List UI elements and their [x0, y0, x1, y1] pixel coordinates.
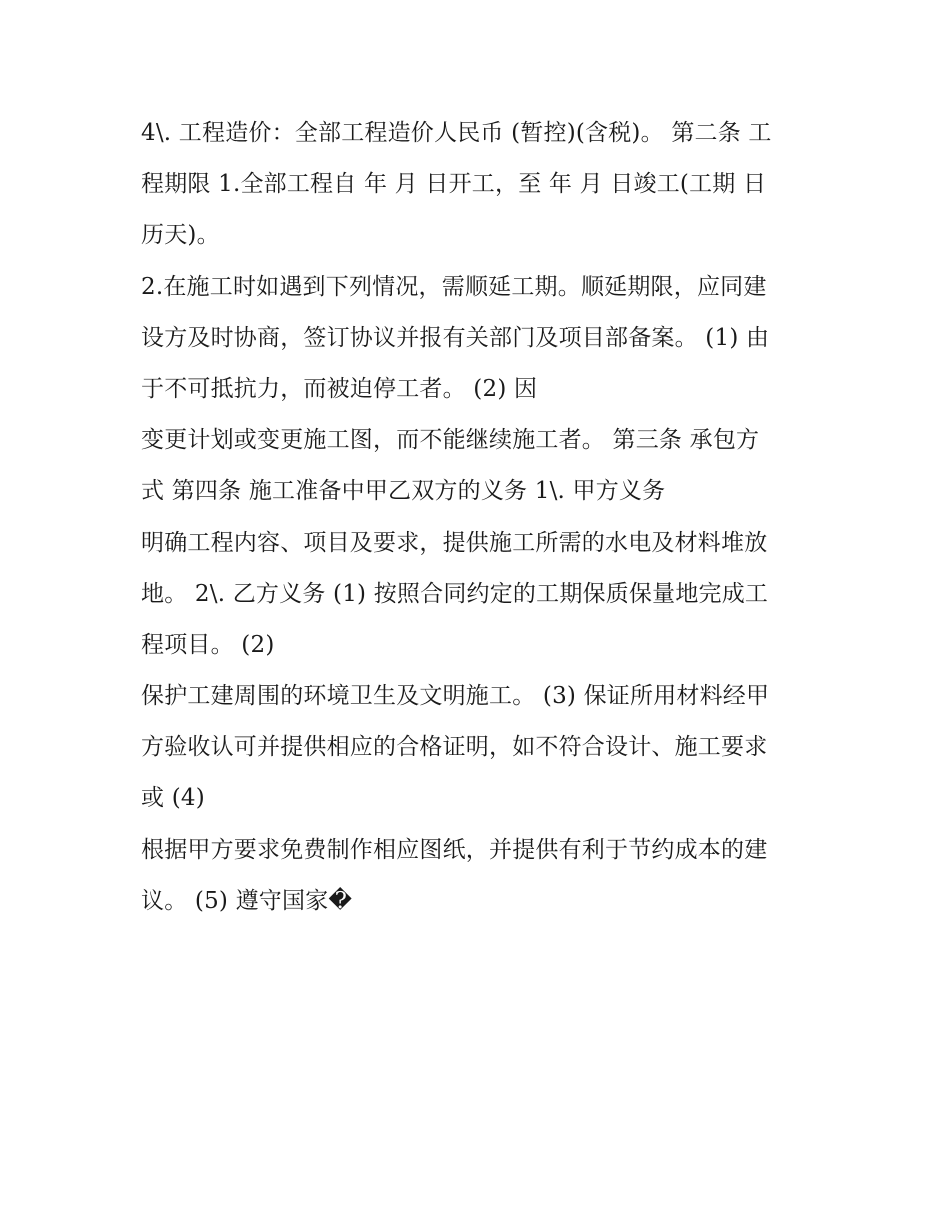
text-line-9: 明确工程内容、项目及要求，提供施工所需的水电及材料堆放 [141, 529, 768, 556]
text-line-14: 或 (4) [141, 785, 205, 812]
text-line-6: 于不可抵抗力，而被迫停工者。 (2) 因 [141, 375, 538, 402]
document-body [141, 108, 821, 927]
text-line-2: 程期限 1.全部工程自 年 月 日开工，至 年 月 日竣工(工期 日 [141, 171, 767, 198]
text-line-5: 设方及时协商，签订协议并报有关部门及项目部备案。 (1) 由 [141, 324, 770, 351]
text-line-1: 4\. 工程造价：全部工程造价人民币 (暂控)(含税)。 第二条 工 [141, 120, 772, 146]
text-line-7: 变更计划或变更施工图，而不能继续施工者。 第三条 承包方 [141, 427, 760, 454]
text-line-15: 根据甲方要求免费制作相应图纸，并提供有利于节约成本的建 [141, 836, 768, 863]
text-line-13: 方验收认可并提供相应的合格证明，如不符合设计、施工要求 [141, 734, 768, 761]
text-line-8: 式 第四条 施工准备中甲乙双方的义务 1\. 甲方义务 [141, 478, 666, 505]
text-line-4: 2.在施工时如遇到下列情况，需顺延工期。顺延期限，应同建 [141, 273, 767, 300]
text-line-10: 地。 2\. 乙方义务 (1) 按照合同约定的工期保质保量地完成工 [141, 580, 769, 607]
text-line-3: 历天)。 [141, 222, 220, 249]
text-line-12: 保护工建周围的环境卫生及文明施工。 (3) 保证所用材料经甲 [141, 683, 770, 710]
text-line-16: 议。 (5) 遵守国家� [141, 887, 353, 914]
text-line-11: 程项目。 (2) [141, 631, 275, 658]
